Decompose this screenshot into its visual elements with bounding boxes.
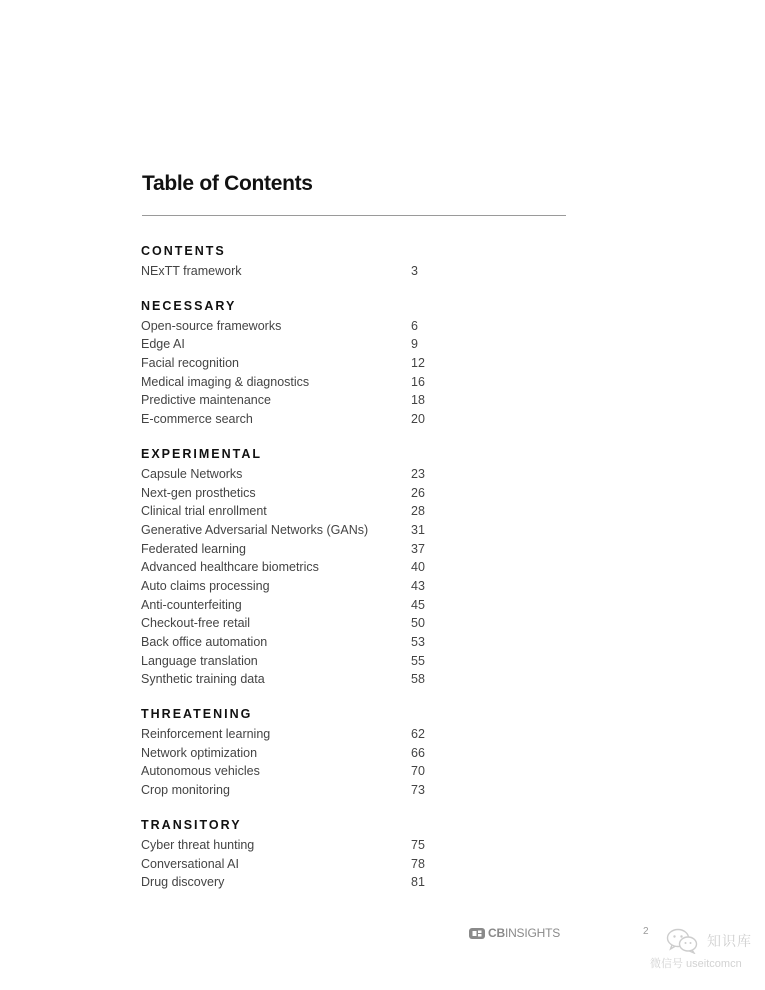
toc-entry[interactable]	[141, 781, 441, 800]
watermark-name: 知识库	[707, 933, 752, 949]
toc-entry-page: 78	[411, 856, 425, 871]
toc-entry-title: Reinforcement learning	[141, 727, 271, 742]
toc-entry[interactable]	[141, 614, 441, 633]
toc-entry-title: Checkout-free retail	[141, 616, 251, 631]
toc-entry-title: Cyber threat hunting	[141, 837, 255, 852]
toc-entry-page: 70	[411, 764, 425, 779]
section-heading: THREATENING	[141, 707, 253, 722]
watermark	[650, 928, 760, 972]
toc-entry-page: 3	[411, 264, 418, 278]
toc-entry[interactable]	[141, 262, 441, 281]
toc-entry-title: Federated learning	[141, 541, 246, 556]
title-divider	[142, 215, 566, 216]
toc-section-transitory	[141, 817, 441, 892]
cb-insights-logo	[469, 925, 560, 941]
toc-entry[interactable]	[141, 484, 441, 503]
toc-entry-title: Capsule Networks	[141, 466, 243, 481]
toc-section-experimental	[141, 446, 441, 689]
toc-entry-title: Next-gen prosthetics	[141, 485, 256, 500]
toc-entry-page: 53	[411, 635, 425, 649]
toc-entry[interactable]	[141, 762, 441, 781]
toc-entry-title: Generative Adversarial Networks (GANs)	[141, 522, 369, 537]
toc-entry[interactable]	[141, 596, 441, 615]
toc-entry[interactable]	[141, 317, 441, 336]
toc-entry[interactable]	[141, 744, 441, 763]
toc-entry-page: 18	[411, 393, 425, 408]
toc-entry-page: 75	[411, 837, 425, 852]
toc-entry[interactable]	[141, 558, 441, 577]
section-heading: TRANSITORY	[141, 817, 242, 832]
section-heading: CONTENTS	[141, 244, 226, 258]
toc-entry-title: NExTT framework	[141, 264, 242, 278]
toc-entry-title: Open-source frameworks	[141, 318, 282, 333]
toc-entry-title: Edge AI	[141, 337, 185, 352]
page-number: 2	[643, 926, 649, 937]
toc-entry-page: 40	[411, 560, 425, 575]
toc-entry-title: Language translation	[141, 653, 258, 668]
toc-entry-page: 12	[411, 356, 425, 371]
toc-entry-page: 55	[411, 653, 425, 668]
toc-entry-title: Autonomous vehicles	[141, 764, 260, 779]
table-of-contents	[141, 243, 441, 909]
toc-entry[interactable]	[141, 855, 441, 874]
toc-entry-page: 45	[411, 597, 425, 612]
toc-entry[interactable]	[141, 391, 441, 410]
logo-text-light: INSIGHTS	[504, 926, 561, 940]
toc-entry-page: 31	[411, 522, 425, 537]
toc-entry[interactable]	[141, 633, 441, 652]
toc-entry[interactable]	[141, 577, 441, 596]
toc-entry-title: Clinical trial enrollment	[141, 504, 267, 519]
toc-entry-title: Facial recognition	[141, 356, 239, 371]
page-title: Table of Contents	[142, 172, 313, 195]
toc-entry-page: 26	[411, 485, 425, 500]
section-heading: NECESSARY	[141, 298, 237, 313]
toc-entry-title: Auto claims processing	[141, 578, 270, 593]
toc-entry[interactable]	[141, 410, 441, 429]
toc-entry-title: Predictive maintenance	[141, 393, 271, 408]
toc-entry-title: E-commerce search	[141, 412, 253, 427]
toc-entry[interactable]	[141, 652, 441, 671]
toc-entry-page: 23	[411, 466, 425, 481]
toc-entry-title: Drug discovery	[141, 875, 225, 890]
toc-section-threatening	[141, 706, 441, 800]
toc-entry-title: Crop monitoring	[141, 783, 230, 798]
toc-entry[interactable]	[141, 725, 441, 744]
watermark-id: 微信号 useitcomcn	[650, 958, 742, 970]
toc-section-contents	[141, 243, 441, 281]
toc-entry-title: Conversational AI	[141, 856, 239, 871]
toc-entry-page: 81	[411, 875, 425, 890]
toc-entry-page: 28	[411, 504, 425, 519]
toc-entry[interactable]	[141, 873, 441, 892]
toc-section-necessary	[141, 298, 441, 429]
toc-entry-page: 62	[411, 727, 425, 742]
toc-entry[interactable]	[141, 335, 441, 354]
toc-entry-page: 16	[411, 374, 425, 389]
toc-entry-page: 43	[411, 578, 425, 593]
toc-entry[interactable]	[141, 373, 441, 392]
toc-entry-page: 20	[411, 412, 425, 427]
toc-entry-title: Advanced healthcare biometrics	[141, 560, 319, 575]
toc-entry-title: Network optimization	[141, 745, 258, 760]
wechat-icon	[666, 928, 698, 954]
toc-entry[interactable]	[141, 521, 441, 540]
toc-entry-page: 73	[411, 783, 425, 798]
toc-entry[interactable]	[141, 502, 441, 521]
toc-entry-title: Medical imaging & diagnostics	[141, 374, 310, 389]
toc-entry-page: 58	[411, 672, 425, 687]
toc-entry-page: 66	[411, 745, 425, 760]
logo-text-bold: CB	[488, 926, 505, 940]
toc-entry-page: 6	[411, 318, 418, 333]
toc-entry-title: Anti-counterfeiting	[141, 597, 242, 612]
toc-entry-page: 50	[411, 616, 425, 631]
toc-entry[interactable]	[141, 465, 441, 484]
toc-entry-title: Back office automation	[141, 635, 268, 649]
toc-entry-page: 37	[411, 541, 425, 556]
toc-entry[interactable]	[141, 354, 441, 373]
logo-wordmark	[488, 926, 560, 940]
cb-insights-logo-icon	[469, 928, 485, 939]
toc-entry[interactable]	[141, 836, 441, 855]
section-heading: EXPERIMENTAL	[141, 446, 262, 461]
toc-entry-title: Synthetic training data	[141, 672, 265, 687]
toc-entry-page: 9	[411, 337, 418, 352]
toc-entry[interactable]	[141, 670, 441, 689]
toc-entry[interactable]	[141, 540, 441, 559]
